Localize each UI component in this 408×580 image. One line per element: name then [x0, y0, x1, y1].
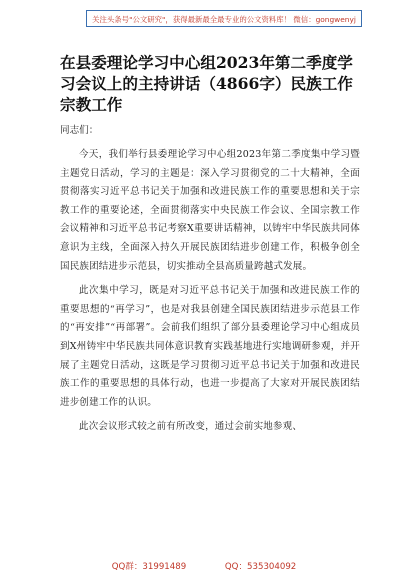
footer-qq: QQ：535304092	[224, 562, 297, 572]
paragraph: 此次会议形式较之前有所改变，通过会前实地参观、	[79, 421, 303, 433]
footer-qq-group: QQ群：31991489	[111, 562, 187, 572]
paragraph: 此次集中学习，既是对习近平总书记关于加强和改进民族工作的重要思想的“再学习”，也是对我县创建全国民族团结进步示范县工作的“再安排”“再部署”。会前我们组织了部分县委理论学习中心组成员到X州铸牢中华民族共同体意识教育实践基地进行实地调研参观，并开展了主题党日活动，这既是学习贯彻习近平总书记关于加强和改进民族工作的重要思想的具体行动，也进一步提高了大家对开展民族团结进步创建工作的认识。	[60, 285, 360, 408]
document-body	[60, 146, 360, 443]
paragraph: 今天，我们举行县委理论学习中心组2023年第二季度集中学习暨主题党日活动，学习的主题是：深入学习贯彻党的二十大精神，全面贯彻落实习近平总书记关于加强和改进民族工作的重要思想和关于宗教工作的重要论述，全面贯彻落实中央民族工作会议、全国宗教工作会议精神和习近平总书记考察X重要讲话精神，以铸牢中华民族共同体意识为主线，全面深入持久开展民族团结进步创建工作，积极争创全国民族团结进步示范县，切实推动全县高质量跨越式发展。	[60, 149, 360, 272]
salutation: 同志们：	[60, 125, 99, 136]
footer-contact	[0, 560, 408, 572]
header-banner: 关注头条号"公文研究"，获得最新最全最专业的公文资料库！ 微信：gongwenyj	[86, 10, 362, 27]
document-title: 在县委理论学习中心组2023年第二季度学习会议上的主持讲话（4866字）民族工作宗教工作	[60, 53, 353, 114]
